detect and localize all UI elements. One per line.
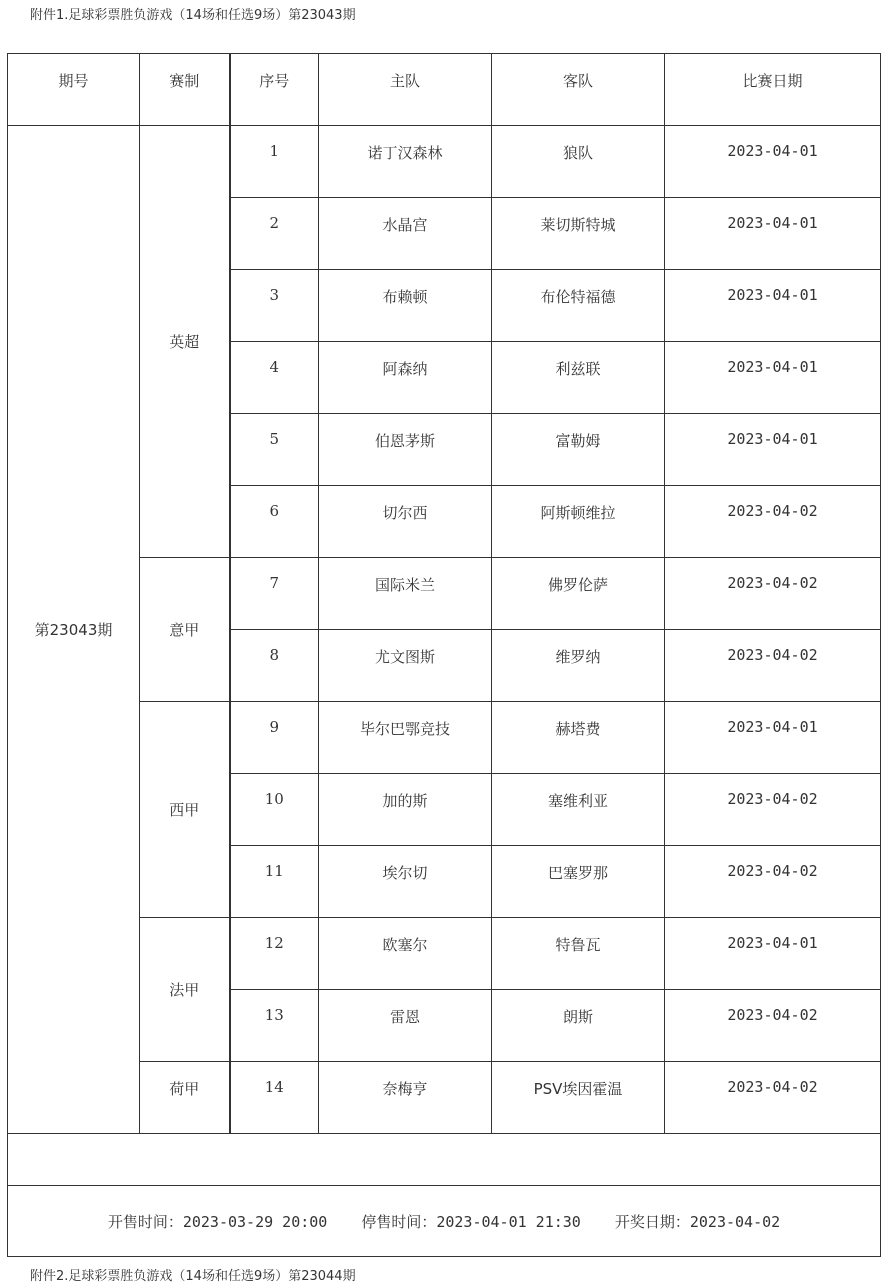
serial-cell: 9	[230, 702, 319, 774]
home-team-cell: 伯恩茅斯	[319, 414, 492, 486]
away-team-cell: PSV埃因霍温	[492, 1062, 665, 1134]
sale-info-cell	[8, 1186, 881, 1257]
serial-cell: 12	[230, 918, 319, 990]
blank-cell	[8, 1134, 881, 1186]
league-cell-ligue-1: 法甲	[140, 918, 230, 1062]
away-team-cell: 特鲁瓦	[492, 918, 665, 990]
serial-cell: 2	[230, 198, 319, 270]
match-date-cell: 2023-04-01	[665, 198, 881, 270]
away-team-cell: 佛罗伦萨	[492, 558, 665, 630]
serial-cell: 6	[230, 486, 319, 558]
away-team-cell: 狼队	[492, 126, 665, 198]
serial-cell: 5	[230, 414, 319, 486]
away-team-cell: 阿斯顿维拉	[492, 486, 665, 558]
match-date-cell: 2023-04-02	[665, 1062, 881, 1134]
home-team-cell: 雷恩	[319, 990, 492, 1062]
away-team-cell: 朗斯	[492, 990, 665, 1062]
home-team-cell: 埃尔切	[319, 846, 492, 918]
header-home: 主队	[319, 54, 492, 126]
match-date-cell: 2023-04-01	[665, 918, 881, 990]
away-team-cell: 塞维利亚	[492, 774, 665, 846]
away-team-cell: 赫塔费	[492, 702, 665, 774]
match-date-cell: 2023-04-01	[665, 414, 881, 486]
sale-start-label: 开售时间：	[107, 1212, 183, 1231]
match-date-cell: 2023-04-02	[665, 846, 881, 918]
match-date-cell: 2023-04-02	[665, 774, 881, 846]
away-team-cell: 布伦特福德	[492, 270, 665, 342]
sale-start-value: 2023-03-29 20:00	[182, 1212, 328, 1231]
caption-top: 附件1.足球彩票胜负游戏（14场和任选9场）第23043期	[30, 8, 356, 23]
match-schedule-table	[7, 53, 881, 1257]
home-team-cell: 水晶宫	[319, 198, 492, 270]
serial-cell: 13	[230, 990, 319, 1062]
league-cell-la-liga: 西甲	[140, 702, 230, 918]
header-serial: 序号	[230, 54, 319, 126]
sale-start-time	[108, 1211, 328, 1232]
header-away: 客队	[492, 54, 665, 126]
period-cell: 第23043期	[8, 126, 140, 1134]
sale-info-row	[8, 1186, 881, 1257]
serial-cell: 3	[230, 270, 319, 342]
away-team-cell: 巴塞罗那	[492, 846, 665, 918]
match-date-cell: 2023-04-01	[665, 270, 881, 342]
caption-bottom: 附件2.足球彩票胜负游戏（14场和任选9场）第23044期	[30, 1269, 356, 1284]
draw-date-label: 开奖日期：	[614, 1212, 690, 1231]
home-team-cell: 欧塞尔	[319, 918, 492, 990]
match-date-cell: 2023-04-02	[665, 990, 881, 1062]
away-team-cell: 维罗纳	[492, 630, 665, 702]
header-league: 赛制	[140, 54, 230, 126]
sale-stop-time	[361, 1211, 581, 1232]
league-cell-eredivisie: 荷甲	[140, 1062, 230, 1134]
header-period: 期号	[8, 54, 140, 126]
match-date-cell: 2023-04-01	[665, 702, 881, 774]
match-date-cell: 2023-04-02	[665, 630, 881, 702]
away-team-cell: 利兹联	[492, 342, 665, 414]
blank-row	[8, 1134, 881, 1186]
serial-cell: 7	[230, 558, 319, 630]
home-team-cell: 奈梅亨	[319, 1062, 492, 1134]
serial-cell: 14	[230, 1062, 319, 1134]
league-cell-serie-a: 意甲	[140, 558, 230, 702]
home-team-cell: 尤文图斯	[319, 630, 492, 702]
sale-stop-label: 停售时间：	[361, 1212, 437, 1231]
home-team-cell: 国际米兰	[319, 558, 492, 630]
table-header-row	[8, 54, 881, 126]
away-team-cell: 富勒姆	[492, 414, 665, 486]
away-team-cell: 莱切斯特城	[492, 198, 665, 270]
home-team-cell: 切尔西	[319, 486, 492, 558]
draw-date	[615, 1211, 780, 1232]
sale-stop-value: 2023-04-01 21:30	[436, 1212, 581, 1231]
serial-cell: 8	[230, 630, 319, 702]
home-team-cell: 诺丁汉森林	[319, 126, 492, 198]
home-team-cell: 阿森纳	[319, 342, 492, 414]
header-date: 比赛日期	[665, 54, 881, 126]
draw-date-value: 2023-04-02	[689, 1212, 781, 1231]
match-date-cell: 2023-04-02	[665, 558, 881, 630]
match-date-cell: 2023-04-02	[665, 486, 881, 558]
serial-cell: 1	[230, 126, 319, 198]
sale-info-line	[8, 1211, 880, 1232]
serial-cell: 10	[230, 774, 319, 846]
match-date-cell: 2023-04-01	[665, 342, 881, 414]
serial-cell: 4	[230, 342, 319, 414]
match-date-cell: 2023-04-01	[665, 126, 881, 198]
league-cell-premier-league: 英超	[140, 126, 230, 558]
home-team-cell: 布赖顿	[319, 270, 492, 342]
home-team-cell: 毕尔巴鄂竞技	[319, 702, 492, 774]
serial-cell: 11	[230, 846, 319, 918]
table-row	[8, 126, 881, 198]
home-team-cell: 加的斯	[319, 774, 492, 846]
